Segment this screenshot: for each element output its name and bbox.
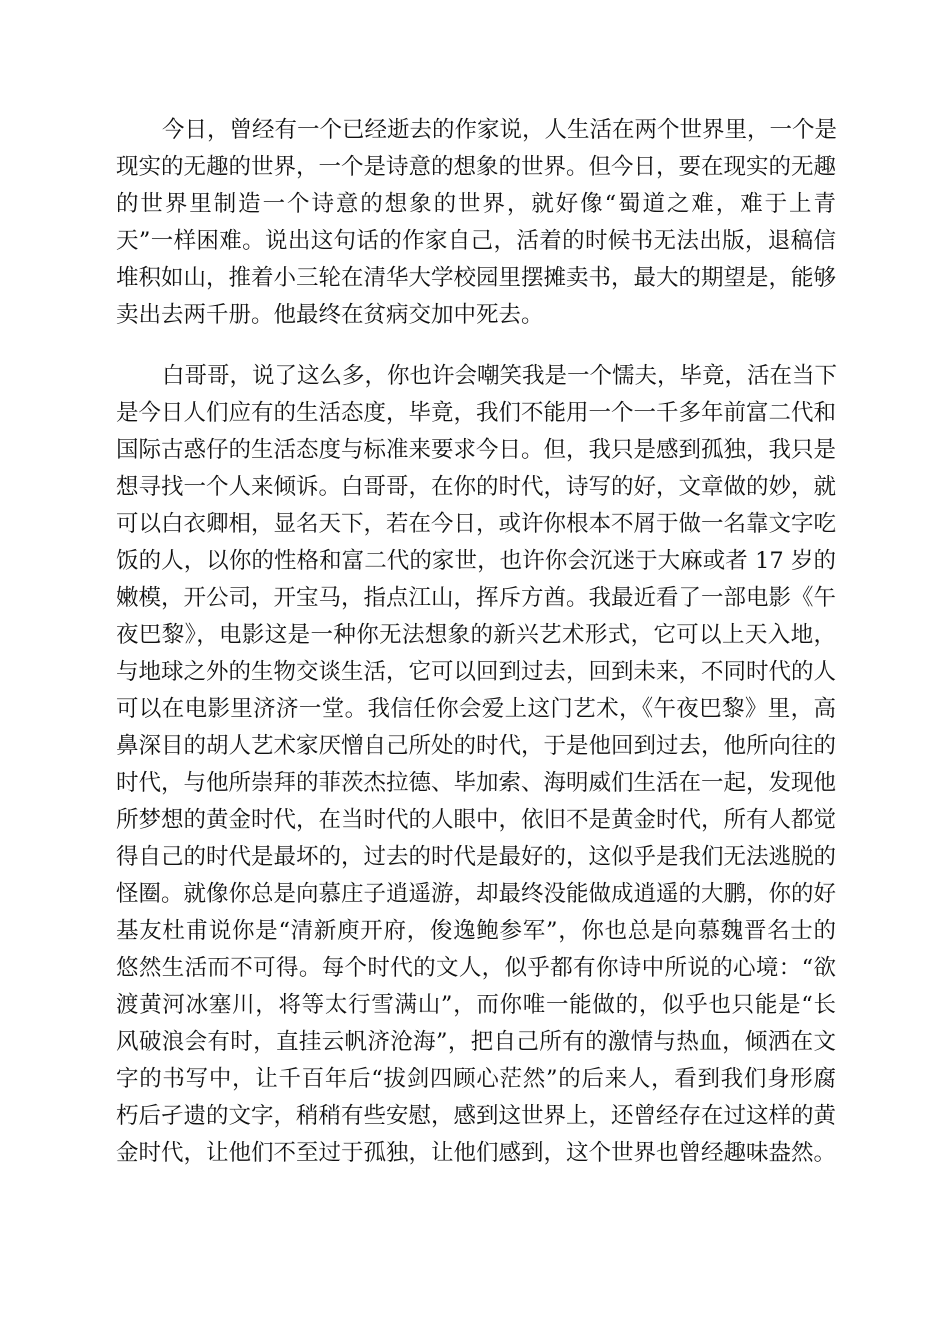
paragraph-line: 与地球之外的生物交谈生活，它可以回到过去，回到未来，不同时代的人 [116, 659, 837, 685]
paragraph-line: 所梦想的黄金时代，在当时代的人眼中，依旧不是黄金时代，所有人都觉 [116, 807, 837, 833]
paragraph-line: 可以白衣卿相，显名天下，若在今日，或许你根本不屑于做一名靠文字吃 [116, 511, 837, 537]
paragraph-1 [116, 112, 836, 334]
paragraph-line: 渡黄河冰塞川，将等太行雪满山”，而你唯一能做的，似乎也只能是“长 [116, 992, 836, 1018]
paragraph-line: 金时代，让他们不至过于孤独，让他们感到，这个世界也曾经趣味盎然。 [116, 1140, 837, 1166]
paragraph-line: 白哥哥，说了这么多，你也许会嘲笑我是一个懦夫，毕竟，活在当下 [162, 363, 838, 389]
paragraph-line: 夜巴黎》，电影这是一种你无法想象的新兴艺术形式，它可以上天入地， [116, 622, 836, 648]
paragraph-line: 的世界里制造一个诗意的想象的世界，就好像“蜀道之难，难于上青 [116, 191, 836, 217]
paragraph-line: 天”一样困难。说出这句话的作家自己，活着的时候书无法出版，退稿信 [116, 228, 836, 254]
paragraph-line: 嫩模，开公司，开宝马，指点江山，挥斥方酋。我最近看了一部电影《午 [116, 585, 837, 611]
paragraph-2 [116, 358, 836, 1172]
paragraph-line: 字的书写中，让千百年后“拔剑四顾心茫然”的后来人，看到我们身形腐 [116, 1066, 836, 1092]
paragraph-line: 堆积如山，推着小三轮在清华大学校园里摆摊卖书，最大的期望是，能够 [116, 265, 837, 291]
paragraph-line: 朽后孑遗的文字，稍稍有些安慰，感到这世界上，还曾经存在过这样的黄 [116, 1103, 837, 1129]
paragraph-line: 饭的人，以你的性格和富二代的家世，也许你会沉迷于大麻或者 17 岁的 [116, 548, 836, 574]
paragraph-line: 现实的无趣的世界，一个是诗意的想象的世界。但今日，要在现实的无趣 [116, 154, 837, 180]
paragraph-line: 想寻找一个人来倾诉。白哥哥，在你的时代，诗写的好，文章做的妙，就 [116, 474, 837, 500]
paragraph-line: 得自己的时代是最坏的，过去的时代是最好的，这似乎是我们无法逃脱的 [116, 844, 837, 870]
paragraph-line: 国际古惑仔的生活态度与标准来要求今日。但，我只是感到孤独，我只是 [116, 437, 837, 463]
paragraph-line: 卖出去两千册。他最终在贫病交加中死去。 [116, 302, 544, 328]
paragraph-line: 是今日人们应有的生活态度，毕竟，我们不能用一个一千多年前富二代和 [116, 400, 837, 426]
paragraph-line: 怪圈。就像你总是向慕庄子逍遥游，却最终没能做成逍遥的大鹏，你的好 [116, 881, 837, 907]
paragraph-line: 鼻深目的胡人艺术家厌憎自己所处的时代，于是他回到过去，他所向往的 [116, 733, 837, 759]
paragraph-line: 时代，与他所崇拜的菲茨杰拉德、毕加索、海明威们生活在一起，发现他 [116, 770, 837, 796]
paragraph-line: 可以在电影里济济一堂。我信任你会爱上这门艺术，《午夜巴黎》里，高 [116, 696, 836, 722]
paragraph-line: 悠然生活而不可得。每个时代的文人，似乎都有你诗中所说的心境：“欲 [116, 955, 836, 981]
paragraph-line: 基友杜甫说你是“清新庾开府，俊逸鲍参军”，你也总是向慕魏晋名士的 [116, 918, 836, 944]
paragraph-line: 今日，曾经有一个已经逝去的作家说，人生活在两个世界里，一个是 [162, 117, 838, 143]
paragraph-line: 风破浪会有时，直挂云帆济沧海”，把自己所有的激情与热血，倾洒在文 [116, 1029, 836, 1055]
